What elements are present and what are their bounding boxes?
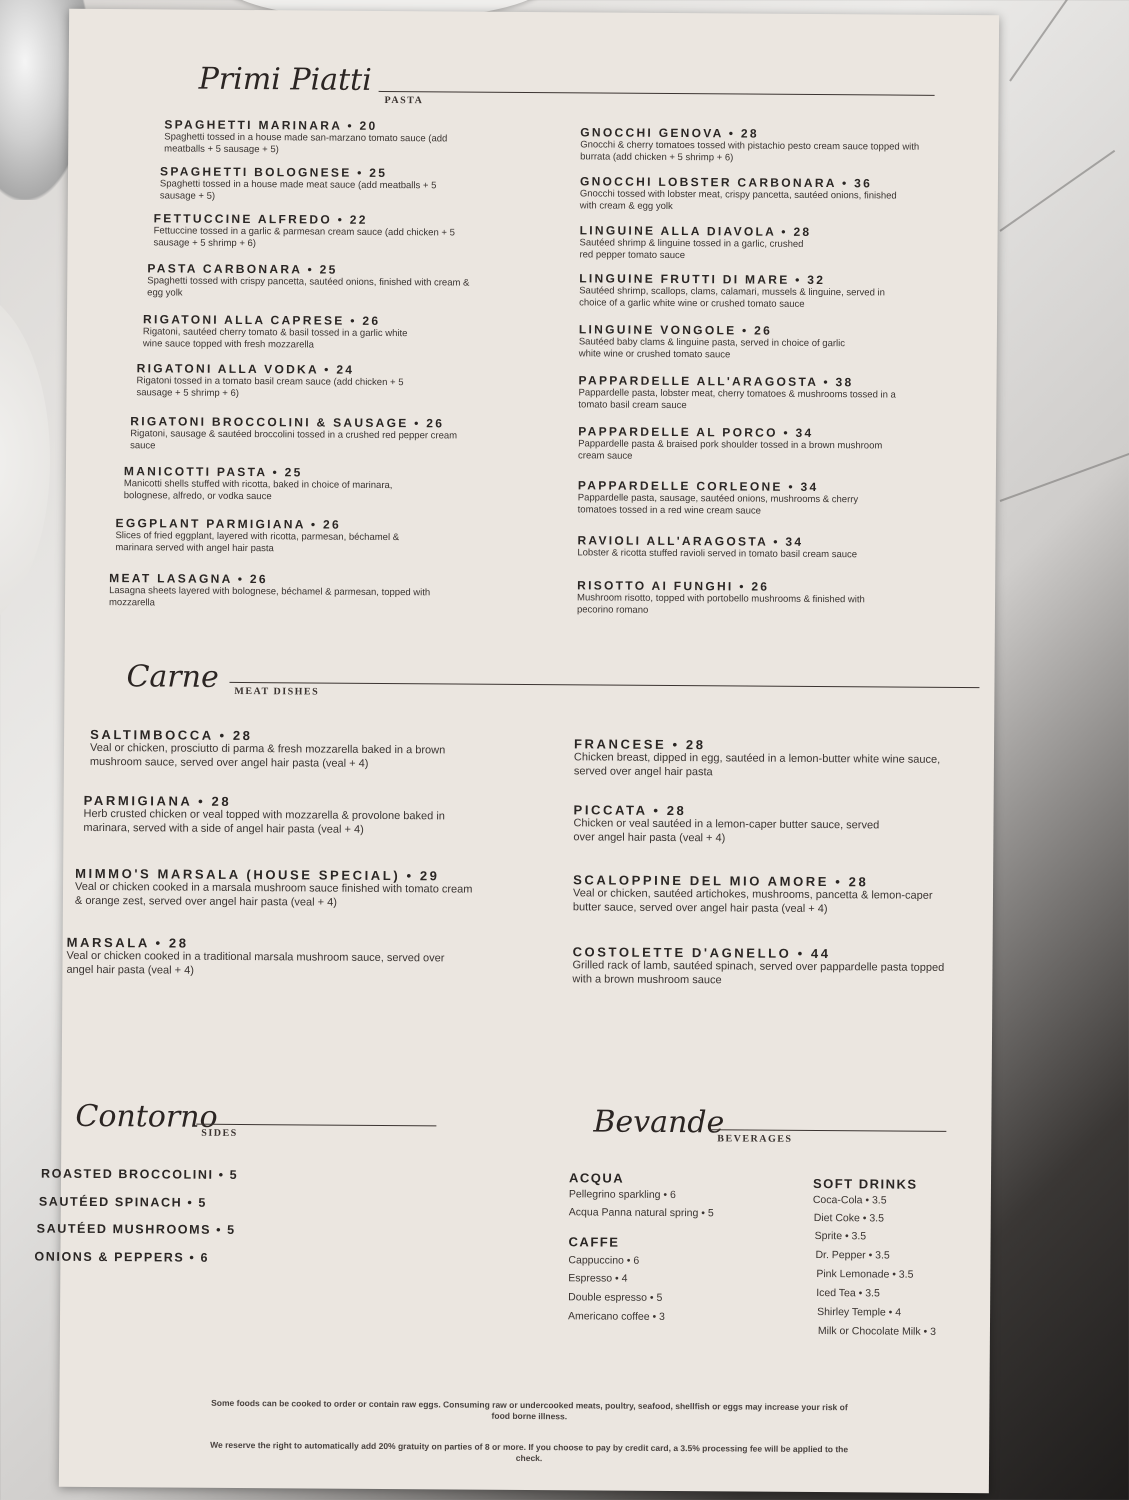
item-name: RIGATONI BROCCOLINI & SAUSAGE • 26 (130, 414, 445, 431)
menu-item (578, 373, 908, 412)
beverage-item: Pink Lemonade • 3.5 (816, 1268, 914, 1281)
menu-item (147, 261, 472, 300)
item-name: RIGATONI ALLA CAPRESE • 26 (142, 312, 381, 328)
marble-vein (1009, 0, 1079, 82)
item-description: Spaghetti tossed in a house made san-marzano tomato sauce (add meatballs + 5 sausage + 5) (164, 131, 448, 155)
item-description: Sautéed shrimp & linguine tossed in a garlic, crushed red pepper tomato sauce (579, 237, 804, 261)
item-description: Herb crusted chicken or veal topped with mozzarella & provolone baked in marinara, served with a side of angel hair pasta (veal + 4) (83, 807, 445, 836)
item-name: PAPPARDELLE ALL'ARAGOSTA • 38 (578, 373, 854, 390)
beverage-item: Milk or Chocolate Milk • 3 (817, 1325, 937, 1338)
item-description: Veal or chicken, sautéed artichokes, mushrooms, pancetta & lemon-caper butter sauce, served over angel hair pasta (veal + 4) (572, 887, 933, 915)
marble-vein (999, 150, 1115, 232)
item-description: Grilled rack of lamb, sautéed spinach, served over pappardelle pasta topped with a brown mushroom sauce (572, 959, 945, 986)
gratuity-notice: We reserve the right to automatically add 20% gratuity on parties of 8 or more. If you choose to pay by credit card, a 3.5% processing fee will be applied to the check. (210, 1439, 849, 1464)
food-safety-notice: Some foods can be cooked to order or contain raw eggs. Consuming raw or undercooked meats, poultry, seafood, shellfish or eggs may increase your risk of food borne illness. (211, 1397, 848, 1422)
menu-card (34, 9, 999, 1493)
menu-item (578, 424, 898, 463)
item-name: PAPPARDELLE AL PORCO • 34 (578, 424, 814, 440)
item-name: MEAT LASAGNA • 26 (109, 571, 268, 587)
item-description: Spaghetti tossed in a house made meat sauce (add meatballs + 5 sausage + 5) (159, 178, 437, 202)
menu-item (109, 571, 449, 610)
side-item: SAUTÉED SPINACH • 5 (38, 1194, 208, 1210)
item-description: Pappardelle pasta, lobster meat, cherry tomatoes & mushrooms tossed in a tomato basil cream sauce (578, 387, 896, 411)
item-description: Lobster & ricotta stuffed ravioli served in tomato basil cream sauce (577, 547, 858, 561)
menu-item (136, 361, 426, 400)
item-name: GNOCCHI LOBSTER CARBONARA • 36 (579, 174, 873, 191)
item-name: SPAGHETTI BOLOGNESE • 25 (159, 164, 388, 180)
item-description: Slices of fried eggplant, layered with ricotta, parmesan, béchamel & marinara served with angel hair pasta (115, 530, 400, 554)
beverage-item: Iced Tea • 3.5 (816, 1287, 880, 1300)
item-name: MARSALA • 28 (66, 934, 189, 951)
menu-item (124, 464, 414, 503)
beverage-item: Sprite • 3.5 (814, 1230, 867, 1243)
side-item: SAUTÉED MUSHROOMS • 5 (36, 1221, 236, 1237)
carne-section-title: Carne (126, 659, 219, 695)
item-description: Sautéed shrimp, scallops, clams, calamari, mussels & linguine, served in choice of a garlic white wine or crushed tomato sauce (579, 285, 885, 310)
pasta-section-title: Primi Piatti (198, 61, 372, 98)
beverage-item: Pellegrino sparkling • 6 (568, 1188, 676, 1202)
side-item: ONIONS & PEPPERS • 6 (34, 1249, 210, 1265)
beverage-item: Cappuccino • 6 (568, 1254, 640, 1267)
menu-item (579, 271, 899, 310)
item-name: PICCATA • 28 (573, 802, 687, 819)
menu-item (574, 736, 954, 781)
divider (229, 682, 979, 688)
carne-section-subtitle: MEAT DISHES (234, 685, 320, 698)
item-name: LINGUINE ALLA DIAVOLA • 28 (579, 223, 812, 239)
menu-item (90, 727, 500, 772)
item-description: Pappardelle pasta & braised pork shoulder tossed in a brown mushroom cream sauce (578, 438, 883, 462)
item-description: Chicken or veal sautéed in a lemon-caper butter sauce, served over angel hair pasta (veal + 4) (573, 817, 880, 844)
item-description: Sautéed baby clams & linguine pasta, served in choice of garlic white wine or crushed tomato sauce (578, 336, 846, 360)
sides-section-title: Contorno (75, 1098, 218, 1135)
menu-item (580, 174, 910, 213)
item-name: LINGUINE FRUTTI DI MARE • 32 (579, 271, 826, 288)
item-name: SCALOPPINE DEL MIO AMORE • 28 (573, 872, 869, 890)
item-name: FRANCESE • 28 (573, 736, 706, 753)
item-name: RIGATONI ALLA VODKA • 24 (136, 361, 355, 377)
plate (0, 290, 50, 630)
menu-item (577, 578, 877, 617)
menu-item (573, 802, 893, 846)
marble-vein (1000, 452, 1129, 502)
item-description: Veal or chicken cooked in a marsala mushroom sauce finished with tomato cream & orange zest, served over angel hair pasta (veal + 4) (74, 880, 473, 909)
item-description: Rigatoni tossed in a tomato basil cream sauce (add chicken + 5 sausage + 5 shrimp + 6) (136, 375, 404, 399)
menu-item (83, 793, 473, 838)
item-name: PARMIGIANA • 28 (83, 792, 232, 809)
item-name: SALTIMBOCCA • 28 (90, 726, 253, 744)
menu-item (160, 164, 460, 203)
item-description: Veal or chicken, prosciutto di parma & fresh mozzarella baked in a brown mushroom sauce, served over angel hair pasta (veal + 4) (89, 741, 446, 770)
menu-item (66, 935, 456, 980)
item-description: Mushroom risotto, topped with portobello mushrooms & finished with pecorino romano (576, 592, 865, 616)
menu-item (578, 478, 878, 517)
menu-item (130, 414, 460, 453)
item-description: Chicken breast, dipped in egg, sautéed in a lemon-butter white wine sauce, served over angel hair pasta (573, 751, 941, 778)
pasta-section-subtitle: PASTA (384, 94, 424, 107)
item-description: Fettuccine tossed in a garlic & parmesan cream sauce (add chicken + 5 sausage + 5 shrimp + 6) (153, 225, 455, 249)
beverage-heading-soft-drinks: SOFT DRINKS (812, 1175, 918, 1192)
item-name: LINGUINE VONGOLE • 26 (578, 322, 773, 338)
beverages-section-title: Bevande (593, 1104, 725, 1141)
beverages-section-subtitle: BEVERAGES (717, 1133, 793, 1145)
item-name: MIMMO'S MARSALA (HOUSE SPECIAL) • 29 (75, 865, 440, 884)
item-description: Rigatoni, sautéed cherry tomato & basil tossed in a garlic white wine sauce topped with fresh mozzarella (142, 326, 408, 350)
menu-item (580, 125, 920, 164)
beverage-item: Acqua Panna natural spring • 5 (568, 1206, 714, 1220)
menu-item (115, 516, 410, 555)
beverage-item: Dr. Pepper • 3.5 (815, 1249, 890, 1262)
item-description: Lasagna sheets layered with bolognese, béchamel & parmesan, topped with mozzarella (108, 585, 431, 608)
menu-item (75, 866, 475, 911)
beverage-item: Espresso • 4 (568, 1272, 628, 1285)
item-name: PASTA CARBONARA • 25 (147, 261, 338, 277)
menu-item (153, 211, 473, 250)
divider (196, 1124, 436, 1127)
item-description: Gnocchi & cherry tomatoes tossed with pistachio pesto cream sauce topped with burrata (add chicken + 5 shrimp + 6) (580, 139, 920, 163)
beverage-heading-caffe: CAFFE (568, 1234, 620, 1250)
sides-section-subtitle: SIDES (201, 1127, 238, 1139)
item-name: COSTOLETTE D'AGNELLO • 44 (572, 944, 831, 962)
menu-item (573, 872, 953, 917)
beverage-item: Americano coffee • 3 (568, 1310, 665, 1323)
item-description: Spaghetti tossed with crispy pancetta, sautéed onions, finished with cream & egg yolk (147, 275, 470, 299)
menu-item (572, 944, 962, 989)
divider (379, 91, 935, 96)
item-name: PAPPARDELLE CORLEONE • 34 (577, 478, 819, 495)
item-name: SPAGHETTI MARINARA • 20 (164, 117, 378, 133)
beverage-item: Double espresso • 5 (568, 1291, 663, 1304)
menu-item (143, 312, 423, 351)
beverage-item: Coca-Cola • 3.5 (812, 1193, 887, 1207)
menu-item (577, 533, 937, 561)
beverage-item: Shirley Temple • 4 (817, 1306, 902, 1319)
divider (711, 1129, 946, 1132)
item-name: MANICOTTI PASTA • 25 (123, 464, 303, 480)
beverage-heading-acqua: ACQUA (568, 1170, 625, 1186)
item-name: EGGPLANT PARMIGIANA • 26 (115, 516, 342, 532)
item-description: Manicotti shells stuffed with ricotta, baked in choice of marinara, bolognese, alfredo, or vodka sauce (123, 478, 393, 502)
item-description: Rigatoni, sausage & sautéed broccolini tossed in a crushed red pepper cream sauce (130, 428, 458, 451)
item-description: Pappardelle pasta, sausage, sautéed onions, mushrooms & cherry tomatoes tossed in a red wine cream sauce (577, 492, 859, 517)
item-name: GNOCCHI GENOVA • 28 (580, 125, 759, 141)
item-description: Gnocchi tossed with lobster meat, crispy pancetta, sautéed onions, finished with cream & egg yolk (579, 188, 897, 212)
side-item: ROASTED BROCCOLINI • 5 (40, 1166, 239, 1182)
menu-item (579, 223, 819, 262)
item-name: FETTUCCINE ALFREDO • 22 (153, 211, 368, 227)
item-description: Veal or chicken cooked in a traditional marsala mushroom sauce, served over angel hair pasta (veal + 4) (66, 949, 445, 977)
item-name: RISOTTO AI FUNGHI • 26 (577, 578, 770, 594)
beverage-item: Diet Coke • 3.5 (813, 1211, 885, 1225)
menu-item (164, 117, 464, 156)
menu-item (579, 322, 849, 361)
item-name: RAVIOLI ALL'ARAGOSTA • 34 (577, 533, 804, 549)
